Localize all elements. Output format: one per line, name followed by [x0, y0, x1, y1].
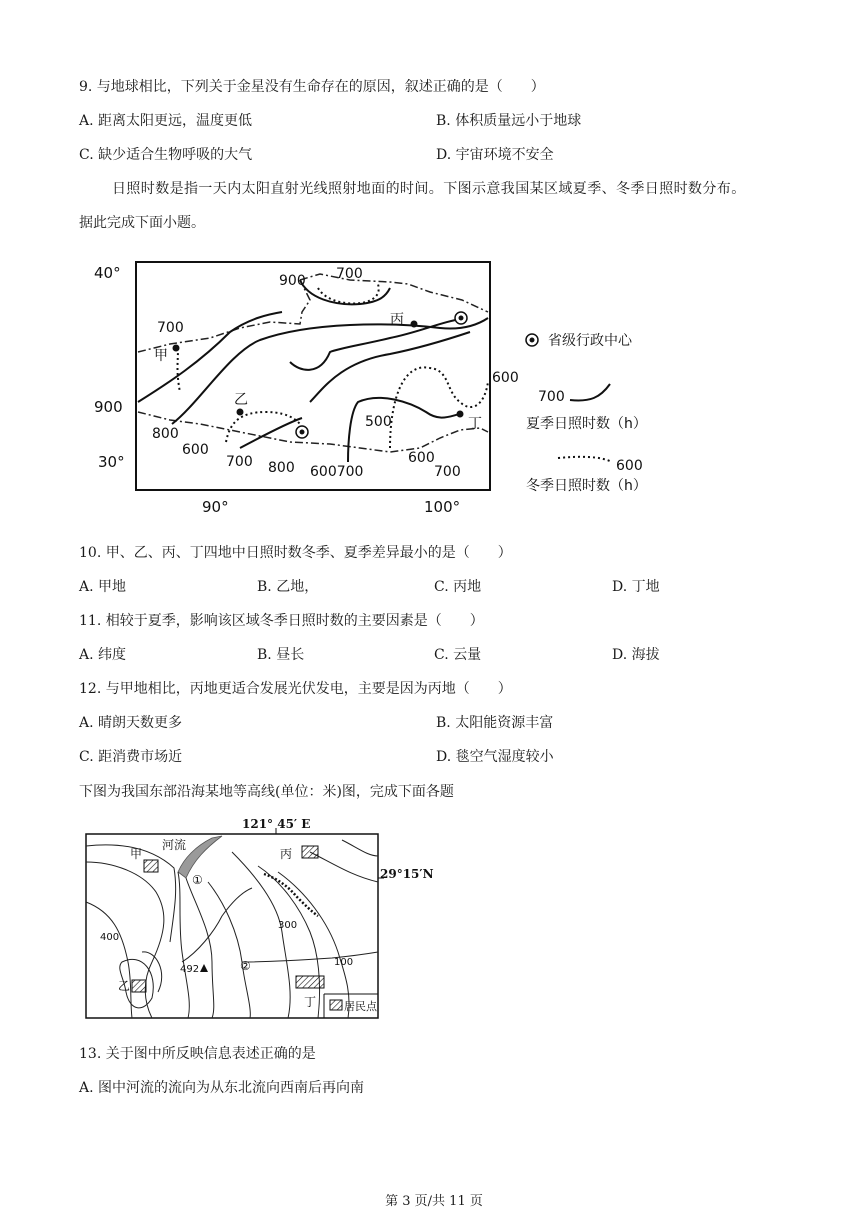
q10-stem: 10. 甲、乙、丙、丁四地中日照时数冬季、夏季差异最小的是（ ）	[79, 545, 512, 561]
q12-option-b: B. 太阳能资源丰富	[436, 715, 554, 731]
q10-option-a: A. 甲地	[79, 579, 127, 595]
intro1-line1: 日照时数是指一天内太阳直射光线照射地面的时间。下图示意我国某区域夏季、冬季日照时数分布。	[112, 181, 746, 197]
q9-option-b: B. 体积质量远小于地球	[436, 113, 582, 129]
contour-label-600-left: 600	[182, 442, 209, 458]
q9-option-d: D. 宇宙环境不安全	[436, 147, 554, 163]
contour-label-700-top: 700	[336, 266, 363, 282]
contour-label-700-jia: 700	[157, 320, 184, 336]
settlement-ding	[296, 976, 324, 988]
place-ding-map2: 丁	[304, 995, 317, 1009]
map2-latitude: 29°15′N	[380, 867, 434, 881]
peak-value: 492	[180, 964, 200, 975]
place-yi-map2: 乙	[118, 979, 131, 993]
q10-option-c: C. 丙地	[434, 579, 482, 595]
intro2: 下图为我国东部沿海某地等高线(单位：米)图，完成下面各题	[79, 784, 454, 800]
map2-longitude: 121° 45′ E	[242, 817, 311, 831]
q11-option-c: C. 云量	[434, 647, 482, 663]
q11-stem: 11. 相较于夏季，影响该区域冬季日照时数的主要因素是（ ）	[79, 613, 484, 629]
contour-map	[82, 812, 442, 1024]
q10-option-d: D. 丁地	[612, 579, 660, 595]
sunshine-hours-map	[90, 252, 690, 522]
q9-option-c: C. 缺少适合生物呼吸的大气	[79, 147, 253, 163]
place-ding-dot	[457, 411, 464, 418]
contour-label-600-edge: 600	[492, 370, 519, 386]
q9-stem: 9. 与地球相比，下列关于金星没有生命存在的原因，叙述正确的是（ ）	[79, 79, 545, 95]
contour-label-700-right: 700	[434, 464, 461, 480]
lon-label-100: 100°	[424, 498, 461, 516]
q13-stem: 13. 关于图中所反映信息表述正确的是	[79, 1046, 316, 1062]
point-2: ②	[240, 959, 251, 973]
place-bing-label: 丙	[390, 312, 404, 328]
contour-100: 100	[334, 957, 354, 968]
place-yi-dot	[237, 409, 244, 416]
lat-label-40: 40°	[94, 264, 121, 282]
place-jia-label: 甲	[154, 348, 168, 364]
q9-option-a: A. 距离太阳更远，温度更低	[79, 113, 253, 129]
point-1: ①	[192, 873, 203, 887]
intro1-line2: 据此完成下面小题。	[79, 215, 205, 231]
settlement-yi	[132, 980, 146, 992]
settlement-jia	[144, 860, 158, 872]
q11-option-b: B. 昼长	[257, 647, 305, 663]
q13-option-a: A. 图中河流的流向为从东北流向西南后再向南	[79, 1080, 365, 1096]
place-jia-dot	[173, 345, 180, 352]
left-value-900: 900	[94, 398, 123, 416]
legend-settlement-label: 居民点	[344, 1000, 377, 1013]
place-ding-label: 丁	[468, 416, 482, 432]
contour-400: 400	[100, 932, 120, 943]
q12-option-d: D. 毯空气湿度较小	[436, 749, 554, 765]
contour-label-800-left: 800	[152, 426, 179, 442]
place-jia-map2: 甲	[130, 847, 143, 861]
river-label: 河流	[162, 838, 187, 852]
contour-label-900: 900	[279, 273, 306, 289]
q11-option-d: D. 海拔	[612, 647, 660, 663]
legend-capital-label: 省级行政中心	[548, 333, 632, 349]
legend-winter-label: 冬季日照时数（h）	[526, 478, 647, 494]
legend-settlement-icon	[330, 1000, 342, 1010]
q10-option-b: B. 乙地，	[257, 579, 319, 595]
contour-label-500: 500	[365, 414, 392, 430]
legend-summer-line	[570, 384, 610, 400]
place-bing-dot	[411, 321, 418, 328]
contour-label-800-bottom: 800	[268, 460, 295, 476]
q12-stem: 12. 与甲地相比，丙地更适合发展光伏发电，主要是因为丙地（ ）	[79, 681, 512, 697]
lat-label-30: 30°	[98, 453, 125, 471]
q11-option-a: A. 纬度	[79, 647, 127, 663]
legend-summer-label: 夏季日照时数（h）	[526, 416, 647, 432]
place-bing-map2: 丙	[280, 847, 293, 861]
settlement-bing	[302, 846, 318, 858]
lon-label-90: 90°	[202, 498, 229, 516]
contour-300: 300	[278, 920, 298, 931]
q12-option-a: A. 晴朗天数更多	[79, 715, 183, 731]
contour-label-600700: 600700	[310, 464, 364, 480]
legend-summer-value: 700	[538, 389, 565, 405]
page-footer: 第 3 页/共 11 页	[385, 1194, 483, 1209]
legend-winter-value: 600	[616, 458, 643, 474]
contour-label-600-right: 600	[408, 450, 435, 466]
contour-label-700-bottom: 700	[226, 454, 253, 470]
q12-option-c: C. 距消费市场近	[79, 749, 183, 765]
legend-winter-line	[558, 457, 612, 462]
place-yi-label: 乙	[234, 392, 248, 408]
